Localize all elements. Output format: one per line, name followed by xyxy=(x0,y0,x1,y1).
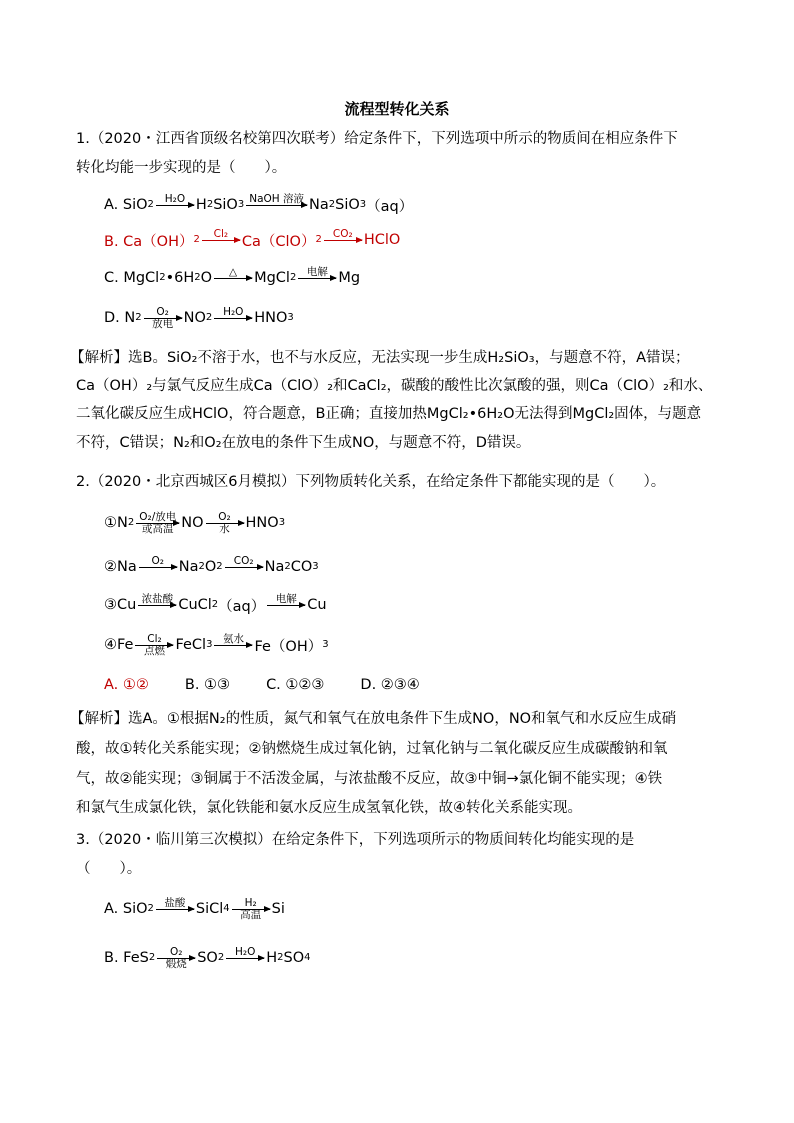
q2-choices xyxy=(104,670,420,700)
q3-stem-line2: （ ）。 xyxy=(76,861,142,877)
q2-stem: 2.（2020・北京西城区6月模拟）下列物质转化关系，在给定条件下都能实现的是（ ）。 xyxy=(76,474,666,490)
q2-analysis-line4: 和氯气生成氯化铁，氯化铁能和氨水反应生成氢氧化铁，故④转化关系能实现。 xyxy=(76,800,582,816)
reaction-arrow: H₂O xyxy=(214,307,252,330)
reaction-arrow: O₂/放电 或高温 xyxy=(136,512,179,535)
reaction-arrow: 电解 xyxy=(298,267,336,290)
q2-choice-a-answer: A. ①② xyxy=(104,677,149,693)
q1-analysis-line4: 不符，C错误；N₂和O₂在放电的条件下生成NO，与题意不符，D错误。 xyxy=(76,435,531,451)
q1-stem-line1: 1.（2020・江西省顶级名校第四次联考）给定条件下，下列选项中所示的物质间在相应条件下 xyxy=(76,131,678,147)
reaction-arrow: NaOH 溶液 xyxy=(246,194,307,217)
reaction-arrow: H₂ 高温 xyxy=(232,898,270,921)
q3-option-a: A. SiO 2 盐酸 SiCl 4 H₂ 高温 Si xyxy=(104,896,285,921)
reaction-arrow: CO₂ xyxy=(324,229,362,252)
q1-analysis-line2: Ca（OH）₂与氯气反应生成Ca（ClO）₂和CaCl₂，碳酸的酸性比次氯酸的强，则Ca（ClO）₂和水、 xyxy=(76,378,713,394)
q3-stem-line1: 3.（2020・临川第三次模拟）在给定条件下，下列选项所示的物质间转化均能实现的是 xyxy=(76,832,635,848)
q1-option-a: A. SiO 2 H₂O H 2 SiO 3 NaOH 溶液 Na 2 SiO 3 （aq） xyxy=(104,192,414,215)
reaction-arrow: Cl₂ xyxy=(202,229,240,252)
q2-analysis-line2: 酸，故①转化关系能实现；②钠燃烧生成过氧化钠，过氧化钠与二氧化碳反应生成碳酸钠和氧 xyxy=(76,741,668,757)
q2-choice-b: B. ①③ xyxy=(184,677,231,693)
reaction-arrow: O₂ xyxy=(139,556,177,579)
q2-analysis-line3: 气，故②能实现；③铜属于不活泼金属，与浓盐酸不反应，故③中铜→氯化铜不能实现；④铁 xyxy=(76,771,663,787)
q1-analysis-line3: 二氧化碳反应生成HClO，符合题意，B正确；直接加热MgCl₂•6H₂O无法得到MgCl₂固体，与题意 xyxy=(76,406,702,422)
q1-option-d: D. N 2 O₂ 放电 NO 2 H₂O HNO 3 xyxy=(104,305,294,330)
reaction-arrow: 浓盐酸 xyxy=(138,594,176,617)
q3-option-b: B. FeS 2 O₂ 煅烧 SO 2 H₂O H 2 SO 4 xyxy=(104,945,311,970)
page-title: 流程型转化关系 xyxy=(344,100,450,118)
reaction-arrow: H₂O xyxy=(226,947,264,970)
q2-analysis-line1: 【解析】选A。①根据N₂的性质，氮气和氧气在放电条件下生成NO，NO和氧气和水反应生成硝 xyxy=(70,711,677,727)
reaction-arrow: O₂ 放电 xyxy=(144,307,182,330)
q1-analysis-line1: 【解析】选B。SiO₂不溶于水，也不与水反应，无法实现一步生成H₂SiO₃，与题意不符，A错误； xyxy=(70,350,690,366)
q2-choice-d: D. ②③④ xyxy=(360,677,420,693)
q2-reaction-3: ③Cu 浓盐酸 CuCl 2 （aq） 电解 Cu xyxy=(104,592,327,615)
q1-stem-line2: 转化均能一步实现的是（ ）。 xyxy=(76,160,287,176)
q2-reaction-4: ④Fe Cl₂ 点燃 FeCl 3 氨水 Fe（OH） 3 xyxy=(104,632,329,657)
reaction-arrow: △ xyxy=(214,267,252,290)
q1-option-b-answer: B. Ca（OH） 2 Cl₂ Ca（ClO） 2 CO₂ HClO xyxy=(104,227,401,250)
q2-reaction-1: ①N 2 O₂/放电 或高温 NO O₂ 水 HNO 3 xyxy=(104,510,286,535)
reaction-arrow: 电解 xyxy=(267,594,305,617)
reaction-arrow: 氨水 xyxy=(214,634,252,657)
reaction-arrow: Cl₂ 点燃 xyxy=(135,634,173,657)
reaction-arrow: 盐酸 xyxy=(156,898,194,921)
reaction-arrow: O₂ 水 xyxy=(206,512,244,535)
reaction-arrow: H₂O xyxy=(156,194,194,217)
reaction-arrow: CO₂ xyxy=(225,556,263,579)
reaction-arrow: O₂ 煅烧 xyxy=(157,947,195,970)
q1-option-c: C. MgCl 2 •6H 2 O △ MgCl 2 电解 Mg xyxy=(104,263,360,293)
q2-reaction-2: ②Na O₂ Na 2 O 2 CO₂ Na 2 CO 3 xyxy=(104,552,319,582)
q2-choice-c: C. ①②③ xyxy=(266,677,325,693)
